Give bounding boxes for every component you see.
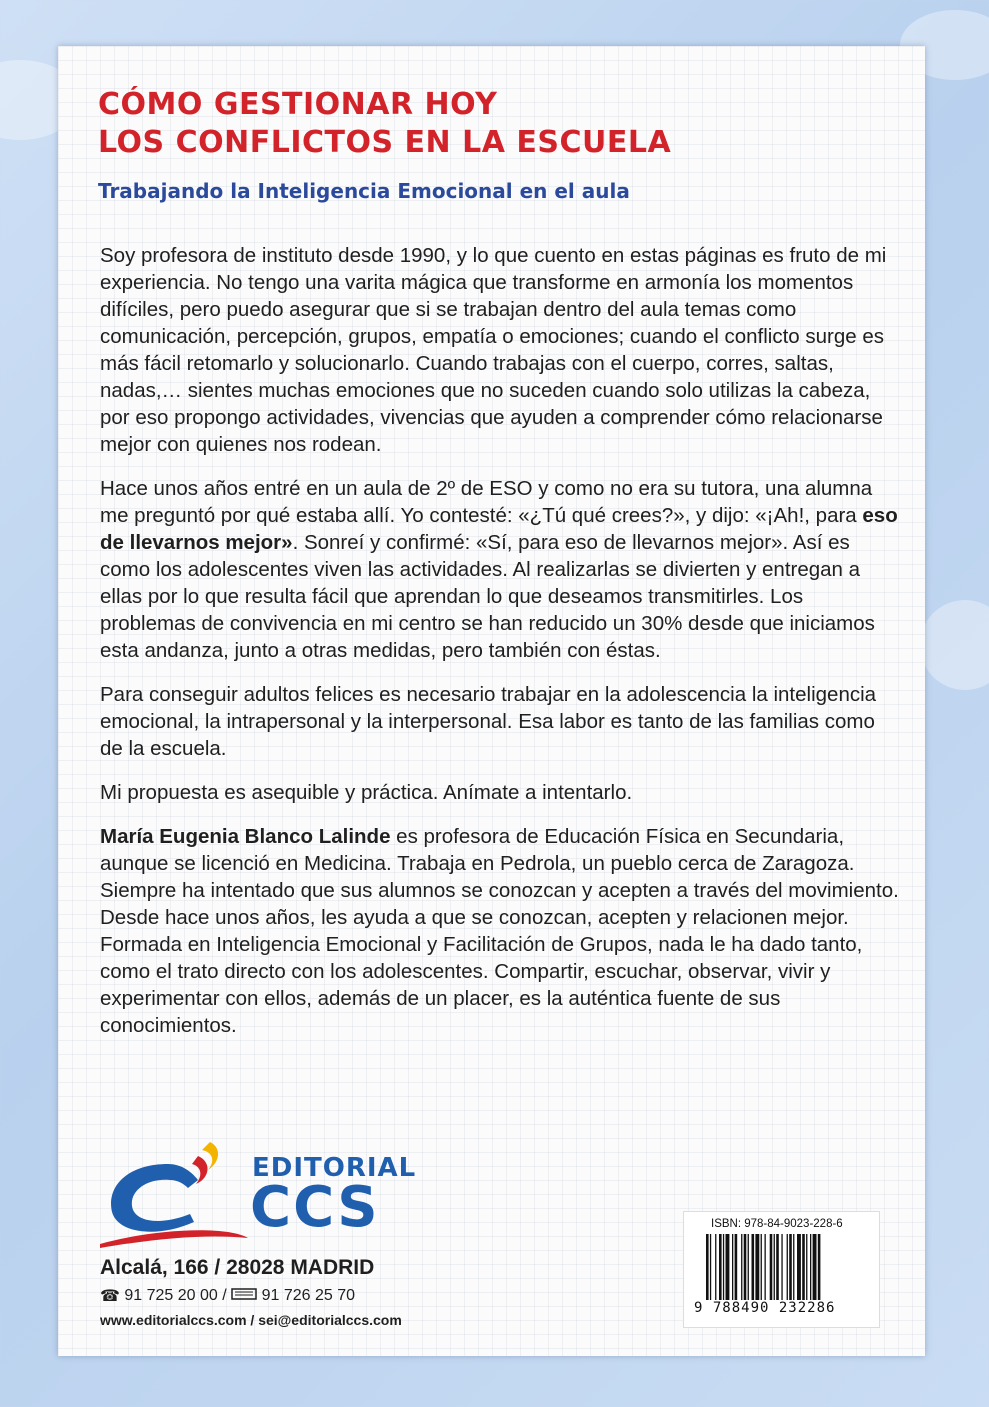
barcode-bar (732, 1234, 733, 1300)
publisher-contact (100, 1286, 355, 1306)
barcode-bar (781, 1234, 782, 1300)
barcode-bar (719, 1234, 722, 1300)
barcode-bar (765, 1234, 766, 1300)
barcode-bar (715, 1234, 716, 1300)
publisher-web: www.editorialccs.com / sei@editorialccs.com (100, 1312, 402, 1328)
barcode-digits: 9 788490 232286 (694, 1300, 836, 1316)
author-bio-text: es profesora de Educación Física en Secundaria, aunque se licenció en Medicina. Trabaja en Pedrola, un pueblo cerca de Zaragoza. Siempre ha intentado que sus alumnos se conozcan y acepten a través del movimiento. Desde hace unos años, les ayuda a que se conozcan, acepten y relacionen mejor. Formada en Inteligencia Emocional y Facilitación de Grupos, nada le ha dado tanto, como el trato directo con los adolescentes. Compartir, escuchar, observar, vivir y experimentar con ellos, además de un placer, es la auténtica fuente de sus conocimientos. (100, 825, 899, 1037)
logo-c-mark-icon (111, 1164, 198, 1232)
logo-word-editorial: EDITORIAL (252, 1153, 417, 1183)
background-cloud (920, 600, 989, 690)
blurb-paragraph-1: Soy profesora de instituto desde 1990, y lo que cuento en estas páginas es fruto de mi experiencia. No tengo una varita mágica que transforme en armonía los momentos difíciles, pero puedo asegurar que si se trabajan dentro del aula temas como comunicación, percepción, grupos, empatía o emociones; cuando el conflicto surge es más fácil retomarlo y solucionarlo. Cuando trabajas con el cuerpo, corres, saltas, nadas,… sientes muchas emociones que no suceden cuando solo utilizas la cabeza, por eso propongo actividades, vivencias que ayuden a comprender cómo relacionarse mejor con quienes nos rodean. (100, 244, 887, 456)
blurb (100, 242, 900, 1056)
barcode-bar (723, 1234, 724, 1300)
fax-number: 91 726 25 70 (261, 1287, 356, 1304)
fax-icon (231, 1287, 261, 1304)
blurb-paragraph-2-start: Hace unos años entré en un aula de 2º de ESO y como no era su tutora, una alumna me preguntó por qué estaba allí. Yo contesté: «¿Tú qué crees?», y dijo: «¡Ah!, para (100, 477, 873, 527)
barcode-bar (755, 1234, 759, 1300)
blurb-paragraph-4: Mi propuesta es asequible y práctica. Anímate a intentarlo. (100, 781, 633, 804)
book-title-line-2: LOS CONFLICTOS EN LA ESCUELA (98, 125, 672, 160)
author-bio (100, 823, 900, 1039)
barcode-bar (726, 1234, 730, 1300)
barcode-bar (818, 1234, 821, 1300)
blurb-paragraph-2 (100, 475, 900, 664)
barcode-bars (704, 1234, 864, 1300)
logo-red-swoosh-icon (100, 1230, 248, 1248)
publisher-address: Alcalá, 166 / 28028 MADRID (100, 1256, 375, 1279)
back-cover (58, 46, 925, 1356)
contact-separator: / (222, 1287, 227, 1304)
barcode-bar (810, 1234, 811, 1300)
logo-word-ccs: CCS (250, 1175, 380, 1240)
telephone-icon: ☎ (100, 1288, 120, 1305)
isbn-label: ISBN: 978-84-9023-228-6 (711, 1218, 843, 1230)
book-title-line-1: CÓMO GESTIONAR HOY (98, 87, 498, 122)
book-subtitle: Trabajando la Inteligencia Emocional en el aula (98, 179, 630, 203)
barcode-bar (770, 1234, 773, 1300)
barcode-bar (806, 1234, 807, 1300)
barcode-bar (774, 1234, 775, 1300)
barcode-bar (744, 1234, 747, 1300)
barcode-bar (752, 1234, 755, 1300)
blurb-paragraph-2-bold: eso de llevarnos mejor» (100, 504, 898, 554)
book-title (98, 86, 671, 162)
barcode-bar (793, 1234, 794, 1300)
author-name: María Eugenia Blanco Lalinde (100, 825, 391, 848)
barcode-bar (735, 1234, 738, 1300)
barcode-bar (761, 1234, 762, 1300)
blurb-paragraph-2-end: . Sonreí y confirmé: «Sí, para eso de llevarnos mejor». Así es como los adolescentes viven las actividades. Al realizarlas se divierten y entregan a ellas por lo que resulta fácil que aprendan lo que deseamos transmitirles. Los problemas de convivencia en mi centro se han reducido un 30% desde que iniciamos esta andanza, junto a otras medidas, pero también con éstas. (100, 531, 875, 662)
barcode-bar (802, 1234, 805, 1300)
barcode-bar (710, 1234, 711, 1300)
barcode-bar (813, 1234, 817, 1300)
barcode-bar (706, 1234, 709, 1300)
barcode-bar (797, 1234, 801, 1300)
barcode-bar (741, 1234, 742, 1300)
barcode-bar (776, 1234, 779, 1300)
blurb-paragraph-3: Para conseguir adultos felices es necesario trabajar en la adolescencia la inteligencia emocional, la intrapersonal y la interpersonal. Esa labor es tanto de las familias como de la escuela. (100, 683, 877, 760)
phone-number: 91 725 20 00 (124, 1287, 218, 1304)
isbn-barcode (683, 1211, 880, 1328)
barcode-bar (787, 1234, 788, 1300)
publisher-logo (98, 1134, 428, 1254)
barcode-bar (789, 1234, 792, 1300)
barcode-bar (748, 1234, 749, 1300)
